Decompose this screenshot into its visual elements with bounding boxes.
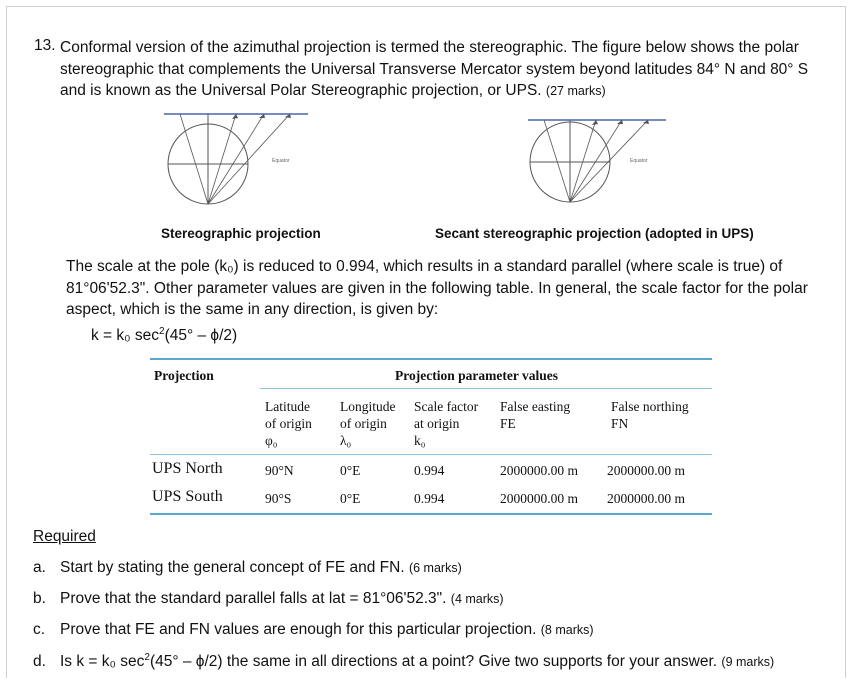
question-number: 13. (34, 37, 56, 54)
row-name-ups-south: UPS South (152, 488, 223, 505)
required-item-b (33, 590, 504, 608)
header-fn-line1: False northing (611, 399, 689, 414)
table-top-rule (150, 358, 712, 360)
header-scale-line1: Scale factor (414, 399, 479, 414)
column-header-projection: Projection (154, 368, 214, 383)
cell-fe: 2000000.00 m (500, 463, 579, 478)
stereographic-figure (160, 106, 320, 210)
cell-lon: 0°E (340, 463, 361, 478)
question-marks: (27 marks) (545, 84, 606, 98)
header-scale-line2: at origin (414, 416, 460, 431)
question-line-2: stereographic that complements the Universal Transverse Mercator system beyond latitudes 84° N and 80° S (60, 60, 809, 78)
item-text-post: (45° – ϕ/2) the same in all directions at a point? Give two supports for your answer. (149, 653, 718, 671)
projection-ray (570, 120, 596, 202)
item-exponent: 2 (144, 652, 150, 663)
left-figure-caption: Stereographic projection (161, 226, 321, 241)
equator-label: Equator (272, 158, 290, 164)
secant-stereographic-figure (526, 110, 666, 210)
item-label: b. (33, 590, 46, 607)
cell-scale: 0.994 (414, 491, 445, 506)
equator-label: Equator (630, 158, 648, 164)
item-marks: (4 marks) (450, 592, 504, 606)
item-label: a. (33, 559, 46, 576)
header-fe-line2: FE (500, 416, 516, 431)
paragraph-line-1: The scale at the pole (k₀) is reduced to 0.994, which results in a standard parallel (where scale is true) of (66, 258, 783, 275)
cell-scale: 0.994 (414, 463, 445, 478)
item-marks: (6 marks) (408, 561, 462, 575)
right-figure-caption: Secant stereographic projection (adopted in UPS) (435, 226, 754, 241)
paragraph-line-3: aspect, which is the same in any direction, is given by: (66, 301, 439, 318)
cell-lat: 90°N (265, 463, 294, 478)
formula-exponent: 2 (159, 326, 165, 337)
formula-rhs: (45° – ϕ/2) (164, 327, 238, 345)
table-bottom-rule (150, 513, 712, 515)
table-header-rule (150, 454, 712, 455)
projection-ray (180, 114, 208, 204)
header-false-northing (611, 398, 689, 432)
column-group-header: Projection parameter values (395, 368, 558, 383)
question-text (60, 37, 830, 103)
header-longitude-line2: of origin (340, 416, 387, 431)
header-latitude-symbol: φ₀ (265, 433, 278, 448)
header-latitude-line2: of origin (265, 416, 312, 431)
question-line-3 (60, 80, 830, 103)
projection-ray (208, 114, 264, 204)
formula-lhs: k = k₀ sec (91, 327, 160, 345)
paragraph-line-2: 81°06'52.3". Other parameter values are given in the following table. In general, the scale factor for the polar (66, 279, 808, 297)
cell-lon: 0°E (340, 491, 361, 506)
item-text: Prove that the standard parallel falls at lat = 81°06'52.3". (60, 590, 447, 607)
required-item-d (33, 652, 774, 671)
projection-ray (544, 120, 570, 202)
header-latitude (265, 398, 312, 449)
item-text: Start by stating the general concept of FE and FN. (60, 559, 405, 576)
cell-fe: 2000000.00 m (500, 491, 579, 506)
question-line-3-text: and is known as the Universal Polar Stereographic projection, or UPS. (60, 82, 542, 99)
item-marks: (9 marks) (721, 655, 775, 670)
scale-paragraph (66, 256, 828, 321)
header-scale-factor (414, 398, 478, 449)
header-false-easting (500, 398, 570, 432)
item-label: d. (33, 653, 46, 671)
header-fn-line2: FN (611, 416, 629, 431)
projection-ray (570, 120, 622, 202)
row-name-ups-north: UPS North (152, 460, 223, 477)
table-group-rule (260, 388, 712, 389)
required-heading: Required (33, 528, 96, 545)
item-text-pre: Is k = k₀ sec (60, 653, 145, 671)
header-fe-line1: False easting (500, 399, 571, 414)
required-item-a (33, 559, 462, 577)
question-line-1: Conformal version of the azimuthal projection is termed the stereographic. The figure below shows the polar (60, 39, 799, 56)
projection-ray (208, 114, 236, 204)
required-item-c (33, 621, 594, 639)
scale-formula (91, 326, 237, 345)
header-longitude (340, 398, 396, 449)
cell-fn: 2000000.00 m (607, 491, 686, 506)
header-longitude-line1: Longitude (340, 399, 396, 414)
item-text: Prove that FE and FN values are enough for this particular projection. (60, 621, 537, 638)
item-label: c. (33, 621, 46, 638)
header-latitude-line1: Latitude (265, 399, 310, 414)
item-marks: (8 marks) (540, 623, 594, 637)
projection-parameters-table (150, 358, 712, 516)
cell-fn: 2000000.00 m (607, 463, 686, 478)
cell-lat: 90°S (265, 491, 292, 506)
header-longitude-symbol: λ₀ (340, 433, 352, 448)
header-scale-symbol: k₀ (414, 433, 426, 448)
